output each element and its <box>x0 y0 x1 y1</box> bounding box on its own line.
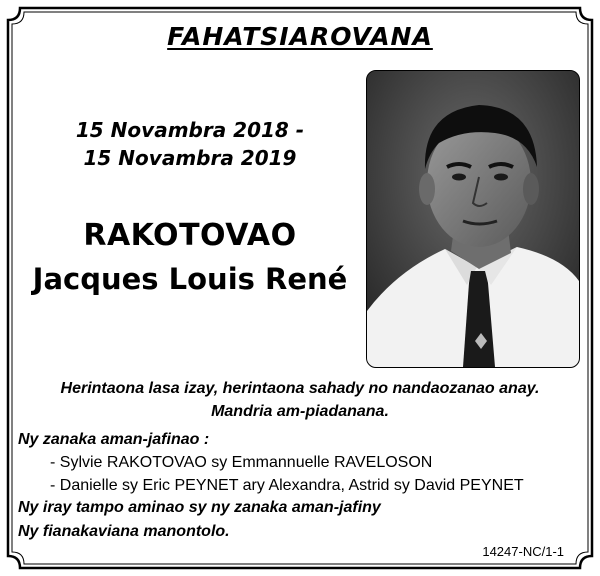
siblings-line: Ny iray tampo aminao sy ny zanaka aman-jafiny <box>18 499 381 516</box>
portrait-photo <box>366 70 580 368</box>
rest-in-peace-line: Mandria am-piadanana. <box>211 403 389 420</box>
notice-title: FAHATSIAROVANA <box>167 22 433 51</box>
list-item: - Danielle sy Eric PEYNET ary Alexandra, Astrid sy David PEYNET <box>50 477 524 494</box>
children-heading: Ny zanaka aman-jafinao : <box>18 431 210 448</box>
date-range-end: 15 Novambra 2019 <box>83 146 297 170</box>
list-item: - Sylvie RAKOTOVAO sy Emmannuelle RAVELOSON <box>50 454 433 471</box>
date-range-start: 15 Novambra 2018 - <box>75 118 305 142</box>
deceased-surname: RAKOTOVAO <box>83 218 297 253</box>
family-line: Ny fianakaviana manontolo. <box>18 523 230 540</box>
deceased-given-names: Jacques Louis René <box>32 262 348 296</box>
memorial-message: Herintaona lasa izay, herintaona sahady no nandaozanao anay. <box>60 380 540 397</box>
reference-code: 14247-NC/1-1 <box>482 544 564 559</box>
